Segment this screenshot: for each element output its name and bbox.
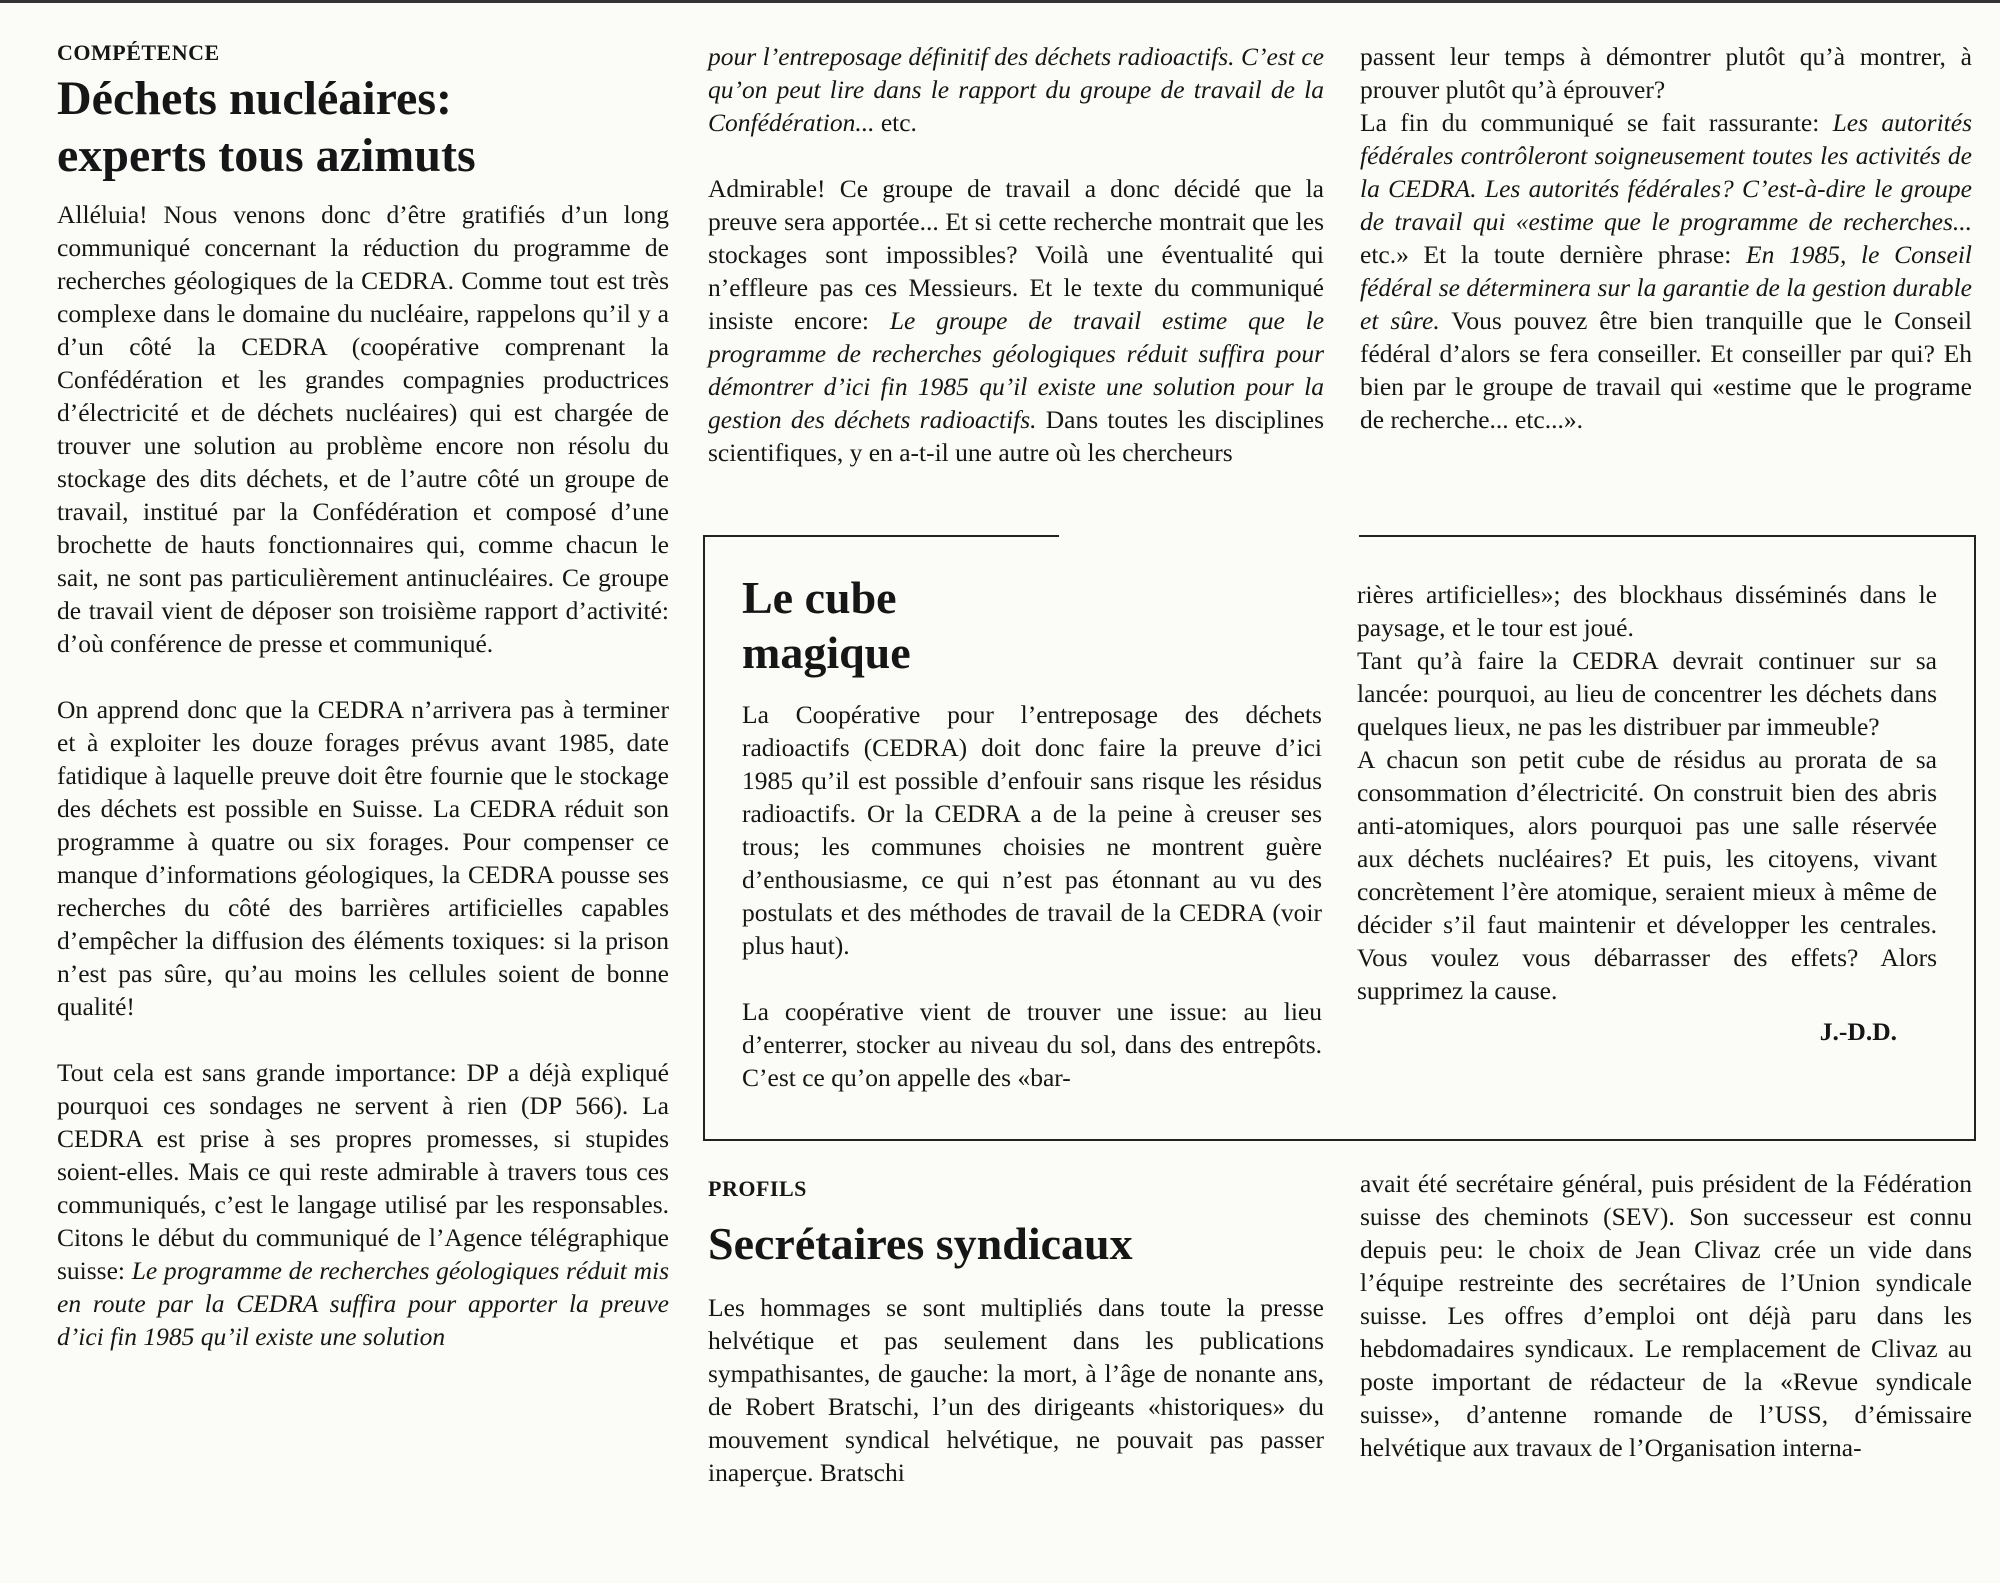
cube-paragraph-1: La Coopérative pour l’entreposage des déchets radioactifs (CEDRA) doit donc faire la preuve d’ici 1985 qu’il est possible d’enfouir sans risque les résidus radioactifs. Or la CEDRA a de la peine à creuser ses trous; les communes choisies ne montrent guère d’enthousiasme, ce qui n’est pas étonnant au vu des postulats et des méthodes de travail de la CEDRA (voir plus haut). bbox=[742, 700, 1322, 960]
cube-paragraph-2: La coopérative vient de trouver une issue: au lieu d’enterrer, stocker au niveau du sol, dans des entrepôts. C’est ce qu’on appelle des «bar- bbox=[742, 997, 1322, 1092]
article-dechets-col1 bbox=[57, 40, 669, 1353]
col3-b1: La fin du communiqué se fait rassurante: bbox=[1360, 108, 1820, 137]
paragraph-4-quote: Le groupe de travail estime que le programme de recherches géologiques réduit suffira pour démontrer d’ici fin 1985 qu’il existe une solution pour la gestion des déchets radioactifs. bbox=[708, 306, 1325, 434]
col2-quote-text: pour l’entreposage définitif des déchets radioactifs. C’est ce qu’on peut lire dans le rapport du groupe de travail de la Confédération... bbox=[708, 42, 1324, 137]
col3-paragraph-a: passent leur temps à démontrer plutôt qu’à montrer, à prouver plutôt qu’à éprouver? bbox=[1360, 42, 1972, 104]
paragraph-4-b: Dans toutes les disciplines scientifiques, y en a-t-il une autre où les chercheurs bbox=[708, 405, 1325, 467]
paragraph-3-quote: Le programme de recherches géologiques réduit mis en route par la CEDRA suffira pour apporter la preuve d’ici fin 1985 qu’il existe une solution bbox=[57, 1256, 670, 1351]
paragraph-3 bbox=[57, 1056, 669, 1353]
kicker-profils: PROFILS bbox=[708, 1176, 807, 1201]
col3-i2: En 1985, le Conseil fédéral se déterminera sur la garantie de la gestion durable et sûre. bbox=[1360, 240, 1972, 335]
profils-title: Secrétaires syndicaux bbox=[708, 1218, 1133, 1269]
col3-b3: Vous pouvez être bien tranquille que le Conseil fédéral d’alors se fera conseiller. Et conseiller par qui? Eh bien par le groupe de travail qui «estime que le programe de recherche... etc...». bbox=[1360, 306, 1972, 434]
article-title bbox=[57, 70, 669, 184]
cube-right-c: A chacun son petit cube de résidus au prorata de sa consommation d’électricité. On construit bien des abris anti-atomiques, alors pourquoi pas une salle réservée aux déchets nucléaires? Et puis, les citoyens, vivant concrètement l’ère atomique, seraient mieux à même de décider s’il faut maintenir et développer les centrales. Vous voulez vous débarrasser des effets? Alors supprimez la cause. bbox=[1357, 745, 1937, 1005]
article-title-line2: experts tous azimuts bbox=[57, 129, 476, 182]
box-border-gap bbox=[1059, 530, 1359, 540]
col2-quote-etc: etc. bbox=[874, 108, 917, 137]
cube-title bbox=[742, 570, 1322, 680]
article-title-line1: Déchets nucléaires: bbox=[57, 72, 453, 125]
cube-right-a: rières artificielles»; des blockhaus disséminés dans le paysage, et le tour est joué. bbox=[1357, 580, 1937, 642]
cube-title-line2: magique bbox=[742, 627, 911, 678]
paragraph-4 bbox=[708, 172, 1324, 469]
col3-b2: etc.» Et la toute dernière phrase: bbox=[1360, 240, 1732, 269]
profils-paragraph-1: Les hommages se sont multipliés dans toute la presse helvétique et pas seulement dans les publications sympathisantes, de gauche: la mort, à l’âge de nonante ans, de Robert Bratschi, l’un des dirigeants «historiques» du mouvement syndical helvétique, ne pouvait pas passer inaperçue. Bratschi bbox=[708, 1293, 1324, 1487]
profils-paragraph-2: avait été secrétaire général, puis président de la Fédération suisse des cheminots (SEV). Son successeur est connu depuis peu: le choix de Jean Clivaz crée un vide dans l’équipe restreinte des secrétaires de l’Union syndicale suisse. Les offres d’emploi ont déjà paru dans les hebdomadaires syndicaux. Le remplacement de Clivaz au poste important de rédacteur de la «Revue syndicale suisse», d’antenne romande de l’USS, d’émissaire helvétique aux travaux de l’Organisation interna- bbox=[1360, 1169, 1972, 1462]
article-dechets-col2 bbox=[708, 40, 1324, 469]
paragraph-2: On apprend donc que la CEDRA n’arrivera pas à terminer et à exploiter les douze forages prévus avant 1985, date fatidique à laquelle preuve doit être fournie que le stockage des déchets est possible en Suisse. La CEDRA réduit son programme à quatre ou six forages. Pour compenser ce manque d’informations géologiques, la CEDRA pousse ses recherches du côté des barrières artificielles capables d’empêcher la diffusion des éléments toxiques: si la prison n’est pas sûre, qu’au moins les cellules soient de bonne qualité! bbox=[57, 695, 669, 1021]
paragraph-1: Alléluia! Nous venons donc d’être gratifiés d’un long communiqué concernant la réduction du programme de recherches géologiques de la CEDRA. Comme tout est très complexe dans le domaine du nucléaire, rappelons qu’il y a d’un côté la CEDRA (coopérative comprenant la Confédération et les grandes compagnies productrices d’électricité et de déchets nucléaires) qui est chargée de trouver une solution au problème encore non résolu du stockage des dits déchets, et de l’autre côté un groupe de travail, institué par la Confédération et composé d’une brochette de hauts fonctionnaires qui, comme chacun le sait, ne sont pas particulièrement antinucléaires. Ce groupe de travail vient de déposer son troisième rapport d’activité: d’où conférence de presse et communiqué. bbox=[57, 200, 669, 658]
article-dechets-col3 bbox=[1360, 40, 1972, 436]
signature: J.-D.D. bbox=[1819, 1017, 1897, 1046]
profils-col2 bbox=[708, 1176, 1324, 1489]
paragraph-4-a: Admirable! Ce groupe de travail a donc décidé que la preuve sera apportée... Et si cette recherche montrait que les stockages sont impossibles? Voilà une éventualité qui n’effleure pas ces Messieurs. Et le texte du communiqué insiste encore: bbox=[708, 174, 1324, 335]
col3-paragraph-b bbox=[1360, 106, 1972, 436]
cube-title-line1: Le cube bbox=[742, 572, 897, 623]
cube-left-column bbox=[742, 570, 1322, 1094]
paragraph-3-text: Tout cela est sans grande importance: DP a déjà expliqué pourquoi ces sondages ne servent à rien (DP 566). La CEDRA est prise à ses propres promesses, si stupides soient-elles. Mais ce qui reste admirable à travers tous ces communiqués, c’est le langage utilisé par les responsables. Citons le début du communiqué de l’Agence télégraphique suisse: bbox=[57, 1058, 669, 1285]
kicker-competence: COMPÉTENCE bbox=[57, 40, 220, 65]
cube-right-column bbox=[1357, 578, 1937, 1048]
top-rule bbox=[0, 0, 2000, 3]
profils-col3 bbox=[1360, 1167, 1972, 1464]
col3-i1: Les autorités fédérales contrôleront soigneusement toutes les activités de la CEDRA. Les autorités fédérales? C’est-à-dire le groupe de travail qui «estime que le programme de recherches... bbox=[1360, 108, 1972, 236]
cube-right-b: Tant qu’à faire la CEDRA devrait continuer sur sa lancée: pourquoi, au lieu de concentrer les déchets dans quelques lieux, ne pas les distribuer par immeuble? bbox=[1357, 646, 1937, 741]
col2-quote bbox=[708, 40, 1324, 139]
